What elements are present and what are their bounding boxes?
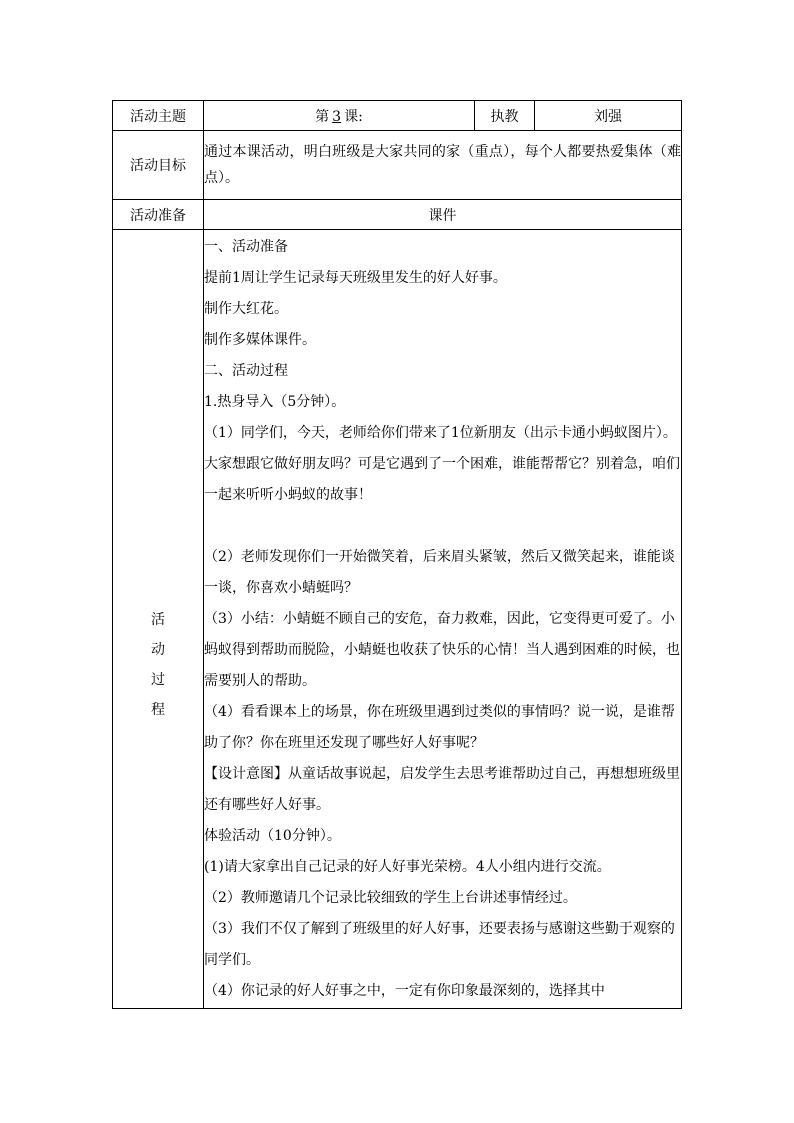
goal-label: 活动目标 xyxy=(113,131,204,200)
process-label-char: 程 xyxy=(151,701,165,718)
lesson-number: 3 xyxy=(332,108,342,125)
content-paragraph: （3）我们不仅了解到了班级里的好人好事，还要表扬与感谢这些勤于观察的同学们。 xyxy=(204,920,675,968)
content-paragraph: （4）看看课本上的场景，你在班级里遇到过类似的事情吗？说一说，是谁帮助了你？你在班里还发现了哪些好人好事呢？ xyxy=(204,703,675,751)
lesson-title xyxy=(204,101,475,131)
content-paragraph: (1)请大家拿出自己记录的好人好事光荣榜。4人小组内进行交流。 xyxy=(204,858,611,875)
teacher-name: 刘强 xyxy=(535,101,682,131)
process-content xyxy=(204,230,682,1009)
process-row xyxy=(113,230,682,1009)
blank-line xyxy=(204,511,681,542)
content-paragraph: 提前1周让学生记录每天班级里发生的好人好事。 xyxy=(204,269,507,286)
content-paragraph: 制作大红花。 xyxy=(204,300,288,317)
lesson-prefix: 第 xyxy=(315,108,330,125)
lesson-suffix: 课: xyxy=(344,108,363,125)
content-paragraph: （2）教师邀请几个记录比较细致的学生上台讲述事情经过。 xyxy=(204,889,577,906)
content-paragraph: 一、活动准备 xyxy=(204,238,288,255)
theme-label: 活动主题 xyxy=(113,101,204,131)
content-paragraph: （4）你记录的好人好事之中，一定有你印象最深刻的，选择其中 xyxy=(204,982,605,999)
content-paragraph: （1）同学们，今天，老师给你们带来了1位新朋友（出示卡通小蚂蚁图片）。大家想跟它做好朋友吗？可是它遇到了一个困难，谁能帮帮它？别着急，咱们一起来听听小蚂蚁的故事！ xyxy=(204,424,680,503)
process-label-char: 活 xyxy=(151,611,165,628)
content-paragraph: 1.热身导入（5分钟）。 xyxy=(204,393,346,410)
content-paragraph: 制作多媒体课件。 xyxy=(204,331,316,348)
theme-row xyxy=(113,101,682,131)
goal-row xyxy=(113,131,682,200)
prep-value: 课件 xyxy=(204,200,682,230)
process-label xyxy=(113,230,204,1009)
process-label-char: 过 xyxy=(151,671,165,688)
content-paragraph: 【设计意图】从童话故事说起，启发学生去思考谁帮助过自己，再想想班级里还有哪些好人好事。 xyxy=(204,765,680,813)
content-paragraph: （3）小结：小蜻蜓不顾自己的安危，奋力救难，因此，它变得更可爱了。小蚂蚁得到帮助而脱险，小蜻蜓也收获了快乐的心情！当人遇到困难的时候，也需要别人的帮助。 xyxy=(204,610,680,689)
goal-text: 通过本课活动，明白班级是大家共同的家（重点），每个人都要热爱集体（难点）。 xyxy=(204,131,682,200)
prep-label: 活动准备 xyxy=(113,200,204,230)
lesson-plan-table xyxy=(112,100,682,1009)
content-paragraph: （2）老师发现你们一开始微笑着，后来眉头紧皱，然后又微笑起来，谁能谈一谈，你喜欢小蜻蜓吗？ xyxy=(204,548,675,596)
content-paragraph: 体验活动（10分钟）。 xyxy=(204,827,341,844)
prep-row xyxy=(113,200,682,230)
content-paragraph: 二、活动过程 xyxy=(204,362,288,379)
teacher-label: 执教 xyxy=(475,101,535,131)
process-label-char: 动 xyxy=(151,641,165,658)
